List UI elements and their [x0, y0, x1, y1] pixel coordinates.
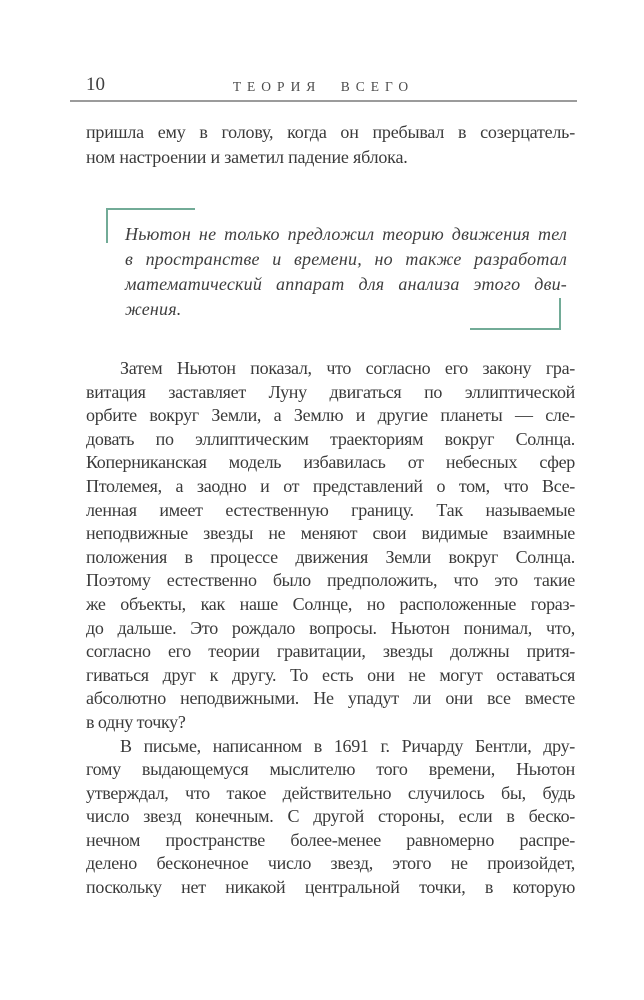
text-line: ленная имеет естественную границу. Так называемые [86, 499, 575, 520]
text-line: до дальше. Это рождало вопросы. Ньютон понимал, что, [86, 617, 575, 638]
text-line: Ньютон не только предложил теорию движения тел [125, 224, 567, 244]
text-line: гому выдающемуся мыслителю того времени, Ньютон [86, 759, 575, 780]
text-line: число звезд конечным. С другой стороны, если в беско- [86, 806, 575, 827]
text-line: В письме, написанном в 1691 г. Ричарду Бентли, дру- [120, 735, 575, 756]
pull-quote [86, 208, 567, 338]
text-line: пришла ему в голову, когда он пребывал в созерцатель- [86, 122, 575, 142]
text-line: Поэтому естественно было предположить, что это такие [86, 570, 575, 591]
text-line: положения в процессе движения Земли вокруг Солнца. [86, 546, 575, 567]
text-line: математический аппарат для анализа этого дви- [125, 274, 567, 294]
intro-paragraph [86, 120, 575, 170]
text-line: делено бесконечное число звезд, этого не произойдет, [86, 853, 575, 874]
text-line: неподвижные звезды не меняют свои видимые взаимные [86, 523, 575, 544]
text-line: довать по эллиптическим траекториям вокруг Солнца. [86, 428, 575, 449]
text-line: в одну точку? [86, 711, 186, 732]
body-paragraph-1 [86, 357, 575, 735]
text-line: нечном пространстве более-менее равномерно распре- [86, 829, 575, 850]
text-line: Затем Ньютон показал, что согласно его закону гра- [120, 358, 575, 378]
text-line: орбите вокруг Земли, а Землю и другие планеты — сле- [86, 405, 575, 426]
quote-corner-bracket-bottom-right [470, 298, 561, 330]
body-text [86, 357, 575, 900]
text-line: абсолютно неподвижными. Не упадут ли они все вместе [86, 688, 575, 709]
text-line: Птолемея, а заодно и от представлений о том, что Все- [86, 475, 575, 496]
running-title: ТЕОРИЯ ВСЕГО [232, 79, 415, 94]
text-line: согласно его теории гравитации, звезды должны притя- [86, 641, 575, 662]
text-line: ном настроении и заметил падение яблока. [86, 147, 408, 167]
text-line: в пространстве и времени, но также разработал [125, 249, 567, 269]
page-number: 10 [86, 74, 105, 95]
text-line: жения. [125, 299, 182, 319]
text-line: поскольку нет никакой центральной точки, в которую [86, 877, 575, 898]
text-line: Коперниканская модель избавилась от небесных сфер [86, 452, 575, 473]
body-paragraph-2 [86, 735, 575, 900]
text-line: утверждал, что такое действительно случилось бы, будь [86, 782, 575, 803]
text-line: витация заставляет Луну двигаться по эллиптической [86, 381, 575, 402]
text-line: же объекты, как наше Солнце, но расположенные гораз- [86, 593, 575, 614]
text-line: гиваться друг к другу. То есть они не могут оставаться [86, 664, 575, 685]
running-head [70, 74, 577, 102]
